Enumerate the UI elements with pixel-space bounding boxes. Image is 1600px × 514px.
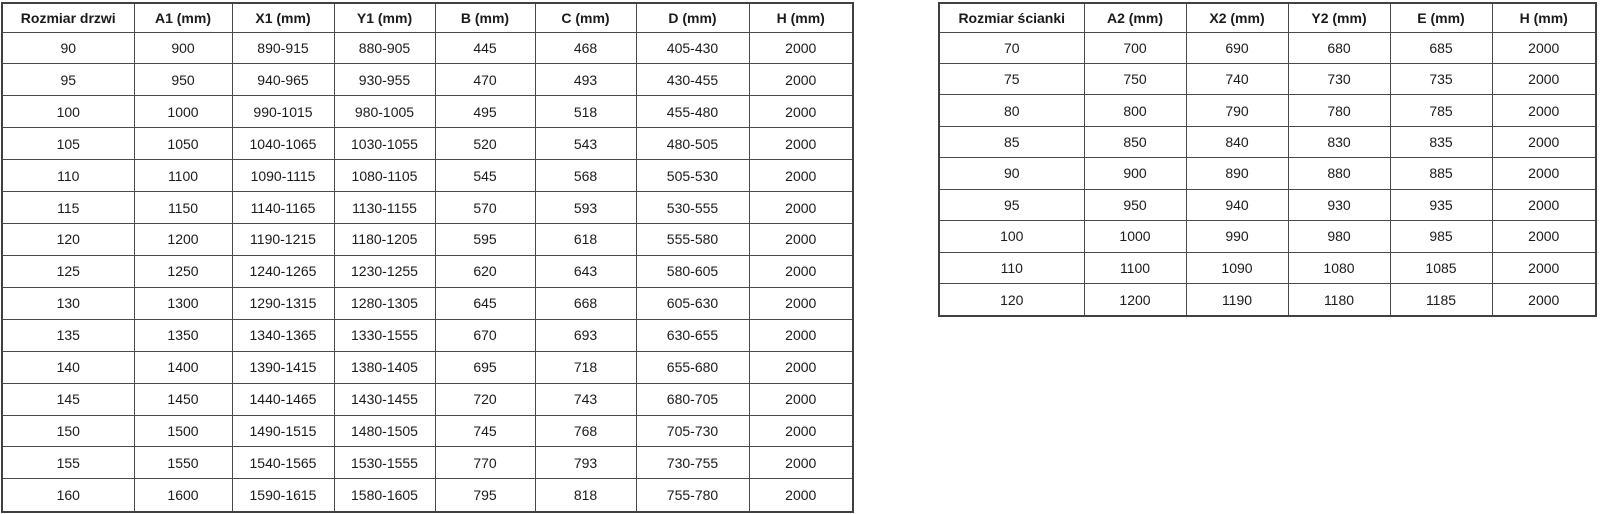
table-cell: 2000 — [749, 160, 853, 192]
table-cell: 1180-1205 — [334, 224, 435, 256]
table-cell: 950 — [134, 64, 232, 96]
table-cell: 1540-1565 — [232, 447, 334, 479]
table-row — [2, 287, 853, 319]
table-cell: 1150 — [134, 192, 232, 224]
table-cell: 2000 — [1492, 189, 1596, 220]
table-cell: 1190 — [1186, 284, 1288, 317]
table-cell: 445 — [435, 32, 535, 64]
table-cell: 1090-1115 — [232, 160, 334, 192]
table-cell: 150 — [2, 415, 134, 447]
table-cell: 940-965 — [232, 64, 334, 96]
table-cell: 125 — [2, 255, 134, 287]
table-cell: 1430-1455 — [334, 383, 435, 415]
table-cell: 1380-1405 — [334, 351, 435, 383]
table-cell: 2000 — [749, 351, 853, 383]
table-cell: 740 — [1186, 63, 1288, 94]
table-row — [939, 63, 1596, 94]
table-cell: 470 — [435, 64, 535, 96]
table-cell: 1440-1465 — [232, 383, 334, 415]
table-cell: 818 — [535, 479, 636, 512]
table-cell: 950 — [1084, 189, 1186, 220]
table-cell: 785 — [1390, 95, 1492, 126]
table-cell: 145 — [2, 383, 134, 415]
column-header: Rozmiar drzwi — [2, 3, 134, 32]
table-row — [939, 221, 1596, 252]
table-cell: 800 — [1084, 95, 1186, 126]
table-cell: 770 — [435, 447, 535, 479]
table-cell: 1000 — [1084, 221, 1186, 252]
table-cell: 668 — [535, 287, 636, 319]
header-row — [2, 3, 853, 32]
table-cell: 2000 — [749, 96, 853, 128]
table-cell: 95 — [2, 64, 134, 96]
table-cell: 135 — [2, 319, 134, 351]
column-header: H (mm) — [1492, 3, 1596, 32]
table-cell: 780 — [1288, 95, 1390, 126]
table-cell: 2000 — [749, 415, 853, 447]
table-cell: 743 — [535, 383, 636, 415]
wall-size-table — [938, 2, 1597, 317]
table-cell: 890 — [1186, 158, 1288, 189]
column-header: X2 (mm) — [1186, 3, 1288, 32]
table-row — [939, 95, 1596, 126]
table-cell: 570 — [435, 192, 535, 224]
column-header: C (mm) — [535, 3, 636, 32]
table-row — [2, 64, 853, 96]
table-cell: 1450 — [134, 383, 232, 415]
table-cell: 850 — [1084, 126, 1186, 157]
table-cell: 1185 — [1390, 284, 1492, 317]
table-cell: 530-555 — [636, 192, 749, 224]
table-row — [939, 284, 1596, 317]
table-cell: 455-480 — [636, 96, 749, 128]
table-cell: 1400 — [134, 351, 232, 383]
table-cell: 900 — [134, 32, 232, 64]
table-cell: 880-905 — [334, 32, 435, 64]
table-cell: 130 — [2, 287, 134, 319]
table-cell: 120 — [2, 224, 134, 256]
table-cell: 755-780 — [636, 479, 749, 512]
table-cell: 1100 — [134, 160, 232, 192]
table-row — [939, 32, 1596, 63]
table-cell: 493 — [535, 64, 636, 96]
table-cell: 2000 — [1492, 284, 1596, 317]
table-cell: 1580-1605 — [334, 479, 435, 512]
table-cell: 700 — [1084, 32, 1186, 63]
column-header: A1 (mm) — [134, 3, 232, 32]
table-row — [2, 224, 853, 256]
table-cell: 1230-1255 — [334, 255, 435, 287]
table-cell: 1480-1505 — [334, 415, 435, 447]
column-header: Y2 (mm) — [1288, 3, 1390, 32]
table-cell: 980 — [1288, 221, 1390, 252]
table-cell: 840 — [1186, 126, 1288, 157]
table-cell: 1200 — [1084, 284, 1186, 317]
table-cell: 1550 — [134, 447, 232, 479]
table-head — [939, 3, 1596, 32]
door-size-table — [1, 2, 854, 513]
table-cell: 645 — [435, 287, 535, 319]
table-cell: 1250 — [134, 255, 232, 287]
table-cell: 2000 — [1492, 63, 1596, 94]
table-cell: 593 — [535, 192, 636, 224]
table-cell: 655-680 — [636, 351, 749, 383]
table-cell: 1490-1515 — [232, 415, 334, 447]
column-header: E (mm) — [1390, 3, 1492, 32]
table-cell: 985 — [1390, 221, 1492, 252]
table-cell: 115 — [2, 192, 134, 224]
table-cell: 730-755 — [636, 447, 749, 479]
column-header: A2 (mm) — [1084, 3, 1186, 32]
table-cell: 1600 — [134, 479, 232, 512]
table-cell: 680 — [1288, 32, 1390, 63]
table-cell: 568 — [535, 160, 636, 192]
table-row — [2, 32, 853, 64]
table-cell: 1140-1165 — [232, 192, 334, 224]
table-cell: 1090 — [1186, 252, 1288, 283]
table-body — [2, 32, 853, 512]
table-cell: 885 — [1390, 158, 1492, 189]
header-row — [939, 3, 1596, 32]
table-cell: 480-505 — [636, 128, 749, 160]
table-cell: 745 — [435, 415, 535, 447]
table-cell: 95 — [939, 189, 1084, 220]
table-cell: 1590-1615 — [232, 479, 334, 512]
table-cell: 1080-1105 — [334, 160, 435, 192]
table-cell: 555-580 — [636, 224, 749, 256]
table-row — [939, 189, 1596, 220]
table-row — [2, 479, 853, 512]
table-cell: 518 — [535, 96, 636, 128]
table-cell: 2000 — [1492, 158, 1596, 189]
table-cell: 140 — [2, 351, 134, 383]
table-cell: 1330-1555 — [334, 319, 435, 351]
table-cell: 90 — [939, 158, 1084, 189]
table-cell: 100 — [939, 221, 1084, 252]
table-cell: 790 — [1186, 95, 1288, 126]
table-cell: 890-915 — [232, 32, 334, 64]
table-cell: 545 — [435, 160, 535, 192]
table-cell: 685 — [1390, 32, 1492, 63]
table-cell: 430-455 — [636, 64, 749, 96]
table-cell: 1500 — [134, 415, 232, 447]
table-cell: 830 — [1288, 126, 1390, 157]
table-body — [939, 32, 1596, 316]
table-cell: 2000 — [1492, 221, 1596, 252]
table-row — [2, 447, 853, 479]
table-cell: 110 — [2, 160, 134, 192]
table-row — [2, 128, 853, 160]
column-header: D (mm) — [636, 3, 749, 32]
table-cell: 2000 — [749, 64, 853, 96]
table-cell: 495 — [435, 96, 535, 128]
table-cell: 543 — [535, 128, 636, 160]
table-row — [939, 158, 1596, 189]
table-cell: 940 — [1186, 189, 1288, 220]
table-row — [939, 252, 1596, 283]
table-cell: 935 — [1390, 189, 1492, 220]
column-header: Rozmiar ścianki — [939, 3, 1084, 32]
table-cell: 520 — [435, 128, 535, 160]
table-cell: 768 — [535, 415, 636, 447]
table-cell: 505-530 — [636, 160, 749, 192]
table-cell: 1200 — [134, 224, 232, 256]
table-cell: 75 — [939, 63, 1084, 94]
table-cell: 2000 — [749, 479, 853, 512]
table-cell: 693 — [535, 319, 636, 351]
table-row — [2, 255, 853, 287]
table-cell: 605-630 — [636, 287, 749, 319]
table-cell: 90 — [2, 32, 134, 64]
table-cell: 1280-1305 — [334, 287, 435, 319]
table-cell: 2000 — [749, 32, 853, 64]
table-cell: 105 — [2, 128, 134, 160]
table-cell: 1080 — [1288, 252, 1390, 283]
table-row — [2, 351, 853, 383]
table-cell: 1030-1055 — [334, 128, 435, 160]
table-cell: 990 — [1186, 221, 1288, 252]
table-cell: 2000 — [749, 192, 853, 224]
table-cell: 100 — [2, 96, 134, 128]
table-row — [2, 96, 853, 128]
table-cell: 1000 — [134, 96, 232, 128]
table-cell: 1340-1365 — [232, 319, 334, 351]
table-cell: 620 — [435, 255, 535, 287]
table-cell: 980-1005 — [334, 96, 435, 128]
table-cell: 718 — [535, 351, 636, 383]
table-cell: 618 — [535, 224, 636, 256]
table-cell: 900 — [1084, 158, 1186, 189]
table-cell: 930-955 — [334, 64, 435, 96]
table-cell: 680-705 — [636, 383, 749, 415]
table-row — [2, 192, 853, 224]
table-head — [2, 3, 853, 32]
table-cell: 85 — [939, 126, 1084, 157]
table-cell: 2000 — [1492, 95, 1596, 126]
table-cell: 793 — [535, 447, 636, 479]
table-cell: 2000 — [1492, 252, 1596, 283]
table-cell: 595 — [435, 224, 535, 256]
table-cell: 1130-1155 — [334, 192, 435, 224]
table-cell: 1085 — [1390, 252, 1492, 283]
table-cell: 880 — [1288, 158, 1390, 189]
table-cell: 2000 — [749, 287, 853, 319]
table-cell: 468 — [535, 32, 636, 64]
table-cell: 155 — [2, 447, 134, 479]
column-header: B (mm) — [435, 3, 535, 32]
table-cell: 835 — [1390, 126, 1492, 157]
table-cell: 1530-1555 — [334, 447, 435, 479]
table-cell: 1040-1065 — [232, 128, 334, 160]
table-cell: 705-730 — [636, 415, 749, 447]
table-cell: 1300 — [134, 287, 232, 319]
table-cell: 405-430 — [636, 32, 749, 64]
table-row — [2, 383, 853, 415]
table-cell: 1180 — [1288, 284, 1390, 317]
table-cell: 930 — [1288, 189, 1390, 220]
table-cell: 690 — [1186, 32, 1288, 63]
table-cell: 2000 — [749, 383, 853, 415]
table-cell: 735 — [1390, 63, 1492, 94]
column-header: X1 (mm) — [232, 3, 334, 32]
table-cell: 2000 — [1492, 32, 1596, 63]
table-cell: 1350 — [134, 319, 232, 351]
table-cell: 670 — [435, 319, 535, 351]
table-cell: 160 — [2, 479, 134, 512]
table-cell: 990-1015 — [232, 96, 334, 128]
table-cell: 643 — [535, 255, 636, 287]
table-row — [2, 319, 853, 351]
table-cell: 120 — [939, 284, 1084, 317]
table-cell: 1100 — [1084, 252, 1186, 283]
column-header: H (mm) — [749, 3, 853, 32]
table-cell: 2000 — [749, 255, 853, 287]
table-cell: 630-655 — [636, 319, 749, 351]
table-cell: 70 — [939, 32, 1084, 63]
table-row — [2, 160, 853, 192]
table-cell: 1190-1215 — [232, 224, 334, 256]
table-cell: 2000 — [749, 447, 853, 479]
table-cell: 1050 — [134, 128, 232, 160]
table-cell: 730 — [1288, 63, 1390, 94]
table-cell: 795 — [435, 479, 535, 512]
table-cell: 1290-1315 — [232, 287, 334, 319]
table-cell: 2000 — [749, 128, 853, 160]
table-cell: 80 — [939, 95, 1084, 126]
table-cell: 2000 — [749, 319, 853, 351]
column-header: Y1 (mm) — [334, 3, 435, 32]
table-cell: 1390-1415 — [232, 351, 334, 383]
table-cell: 1240-1265 — [232, 255, 334, 287]
table-cell: 750 — [1084, 63, 1186, 94]
table-cell: 110 — [939, 252, 1084, 283]
table-cell: 2000 — [1492, 126, 1596, 157]
table-row — [2, 415, 853, 447]
table-cell: 2000 — [749, 224, 853, 256]
table-row — [939, 126, 1596, 157]
table-cell: 695 — [435, 351, 535, 383]
table-cell: 580-605 — [636, 255, 749, 287]
table-cell: 720 — [435, 383, 535, 415]
